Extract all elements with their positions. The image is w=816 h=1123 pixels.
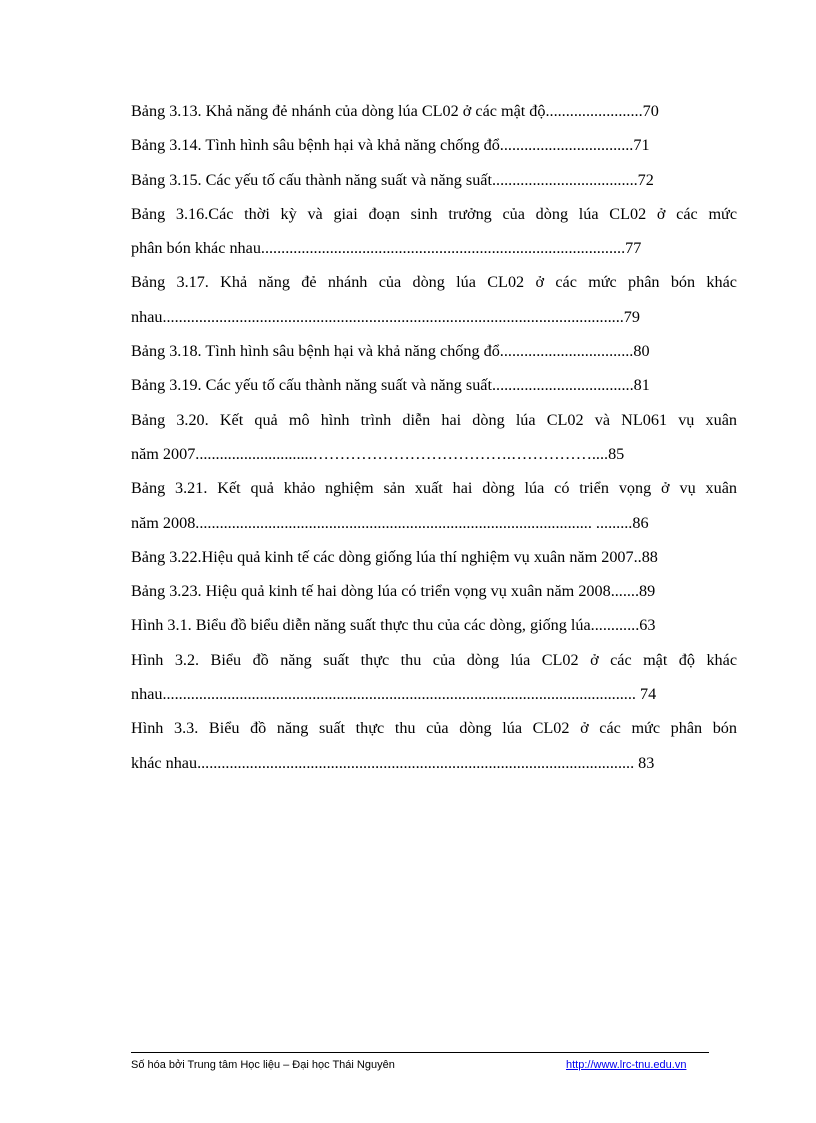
toc-entry-continuation: khác nhau............................................................................................................ 83 [131,753,655,772]
toc-entry-continuation: nhau..................................................................................................................... 74 [131,685,657,704]
footer-credit: Số hóa bởi Trung tâm Học liệu – Đại học Thái Nguyên [131,1059,395,1071]
toc-entry: Bảng 3.22.Hiệu quả kinh tế các dòng giống lúa thí nghiệm vụ xuân năm 2007..88 [131,547,658,566]
toc-entry: Bảng 3.15. Các yếu tố cấu thành năng suất và năng suất....................................72 [131,170,654,189]
toc-entry-continuation: nhau..................................................................................................................79 [131,307,640,326]
toc-entry: Bảng 3.20. Kết quả mô hình trình diễn hai dòng lúa CL02 và NL061 vụ xuân [131,410,737,429]
footer-divider [131,1052,709,1053]
toc-entry-continuation: phân bón khác nhau..........................................................................................77 [131,239,642,258]
footer-link[interactable]: http://www.lrc-tnu.edu.vn [566,1059,687,1071]
table-of-contents [131,100,737,786]
toc-entry: Bảng 3.17. Khả năng đẻ nhánh của dòng lúa CL02 ở các mức phân bón khác [131,273,737,292]
toc-entry: Bảng 3.23. Hiệu quả kinh tế hai dòng lúa có triển vọng vụ xuân năm 2008.......89 [131,582,656,601]
toc-entry: Hình 3.2. Biểu đồ năng suất thực thu của dòng lúa CL02 ở các mật độ khác [131,650,737,669]
toc-entry: Hình 3.1. Biểu đồ biểu diễn năng suất thực thu của các dòng, giống lúa............63 [131,616,656,635]
toc-entry: Bảng 3.19. Các yếu tố cấu thành năng suất và năng suất...................................81 [131,376,650,395]
toc-entry: Bảng 3.21. Kết quả khảo nghiệm sản xuất hai dòng lúa có triển vọng ở vụ xuân [131,479,737,498]
toc-entry: Bảng 3.14. Tình hình sâu bệnh hại và khả năng chống đổ.................................71 [131,136,650,155]
toc-entry: Hình 3.3. Biểu đồ năng suất thực thu của dòng lúa CL02 ở các mức phân bón [131,719,737,738]
toc-entry: Bảng 3.13. Khả năng đẻ nhánh của dòng lúa CL02 ở các mật độ........................70 [131,102,659,120]
toc-entry-continuation: năm 2008.................................................................................................. .........86 [131,513,649,532]
toc-entry-continuation: năm 2007.............................……………………………….……………....85 [131,444,625,463]
toc-entry: Bảng 3.16.Các thời kỳ và giai đoạn sinh trưởng của dòng lúa CL02 ở các mức [131,204,737,223]
toc-entry: Bảng 3.18. Tình hình sâu bệnh hại và khả năng chống đổ.................................80 [131,342,650,361]
